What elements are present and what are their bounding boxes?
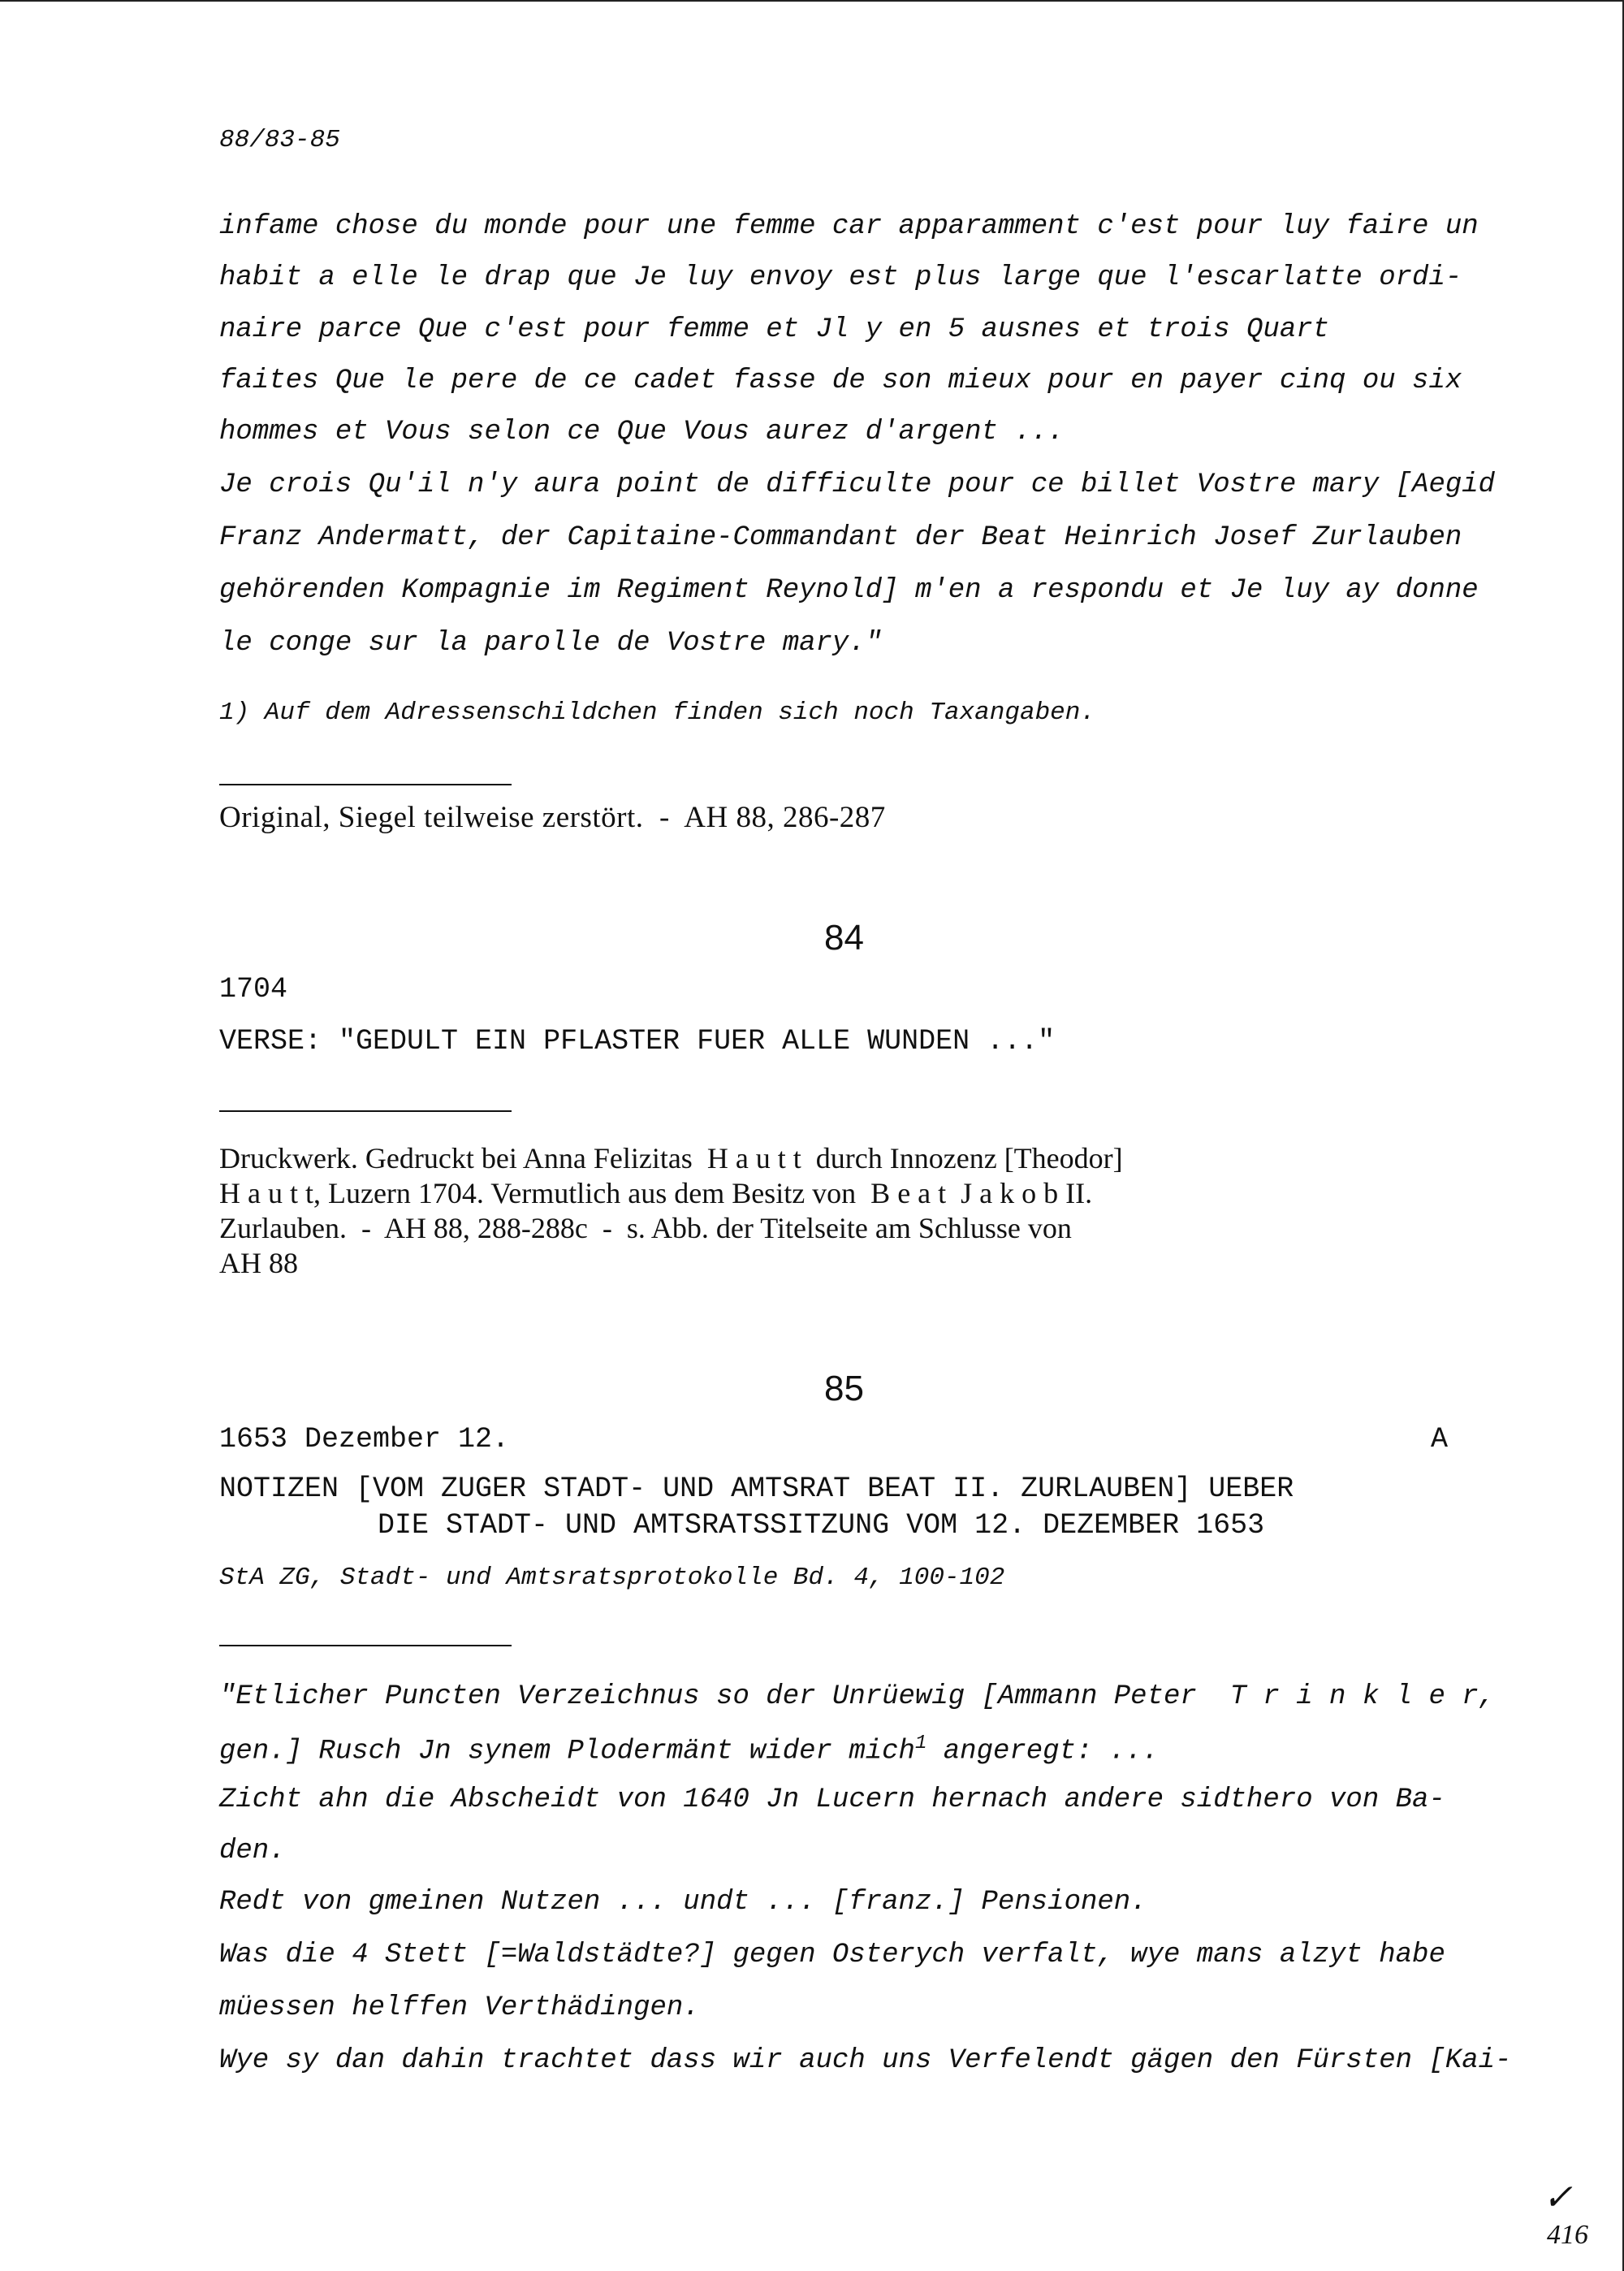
text-line: Was die 4 Stett [=Waldstädte?] gegen Osterych verfalt, wye mans alzyt habe	[219, 1940, 1445, 1970]
text-line: le conge sur la parolle de Vostre mary."	[219, 628, 883, 659]
source-note: Original, Siegel teilweise zerstört. - AH 88, 286-287	[219, 801, 886, 834]
checkmark-icon: ✓	[1543, 2178, 1573, 2217]
text-line: AH 88	[219, 1247, 298, 1279]
text-line: hommes et Vous selon ce Que Vous aurez d'argent ...	[219, 417, 1065, 448]
text-segment: angeregt: ...	[926, 1736, 1160, 1767]
text-line: habit a elle le drap que Je luy envoy est plus large que l'escarlatte ordi-	[219, 262, 1462, 293]
text-line: naire parce Que c'est pour femme et Jl y en 5 ausnes et trois Quart	[219, 314, 1330, 345]
page-border-top	[0, 0, 1624, 2]
text-line: Zurlauben. - AH 88, 288-288c - s. Abb. der Titelseite am Schlusse von	[219, 1212, 1072, 1244]
document-title-line: NOTIZEN [VOM ZUGER STADT- UND AMTSRAT BEAT II. ZURLAUBEN] UEBER	[219, 1473, 1294, 1505]
text-line: Franz Andermatt, der Capitaine-Commandant der Beat Heinrich Josef Zurlauben	[219, 522, 1462, 553]
letter-text	[219, 211, 1502, 666]
document-description	[219, 1141, 1502, 1287]
document-number: 84	[824, 918, 864, 958]
document-title: VERSE: "GEDULT EIN PFLASTER FUER ALLE WUNDEN ..."	[219, 1025, 1056, 1058]
document-number: 85	[824, 1369, 864, 1408]
separator-rule	[219, 1110, 512, 1112]
text-line: Je crois Qu'il n'y aura point de difficulte pour ce billet Vostre mary [Aegid	[219, 469, 1496, 500]
text-line: "Etlicher Puncten Verzeichnus so der Unrüewig [Ammann Peter T r i n k l e r,	[219, 1681, 1496, 1712]
text-line: infame chose du monde pour une femme car apparamment c'est pour luy faire un	[219, 211, 1479, 242]
page-reference: 88/83-85	[219, 126, 340, 154]
text-line: müessen helffen Verthädingen.	[219, 1992, 700, 2023]
footnote-marker: 1	[914, 1732, 927, 1754]
text-line: gehörenden Kompagnie im Regiment Reynold] m'en a respondu et Je luy ay donne	[219, 575, 1479, 606]
text-line	[219, 1732, 1159, 1767]
footnote: 1) Auf dem Adressenschildchen finden sich noch Taxangaben.	[219, 699, 1095, 727]
text-line: faites Que le pere de ce cadet fasse de son mieux pour en payer cinq ou six	[219, 366, 1462, 396]
folio-number: 416	[1547, 2220, 1588, 2250]
archive-reference: StA ZG, Stadt- und Amtsratsprotokolle Bd. 4, 100-102	[219, 1564, 1005, 1592]
separator-rule	[219, 1645, 512, 1646]
text-segment: gen.] Rusch Jn synem Plodermänt wider mich	[219, 1736, 915, 1767]
text-line: den.	[219, 1836, 286, 1867]
document-date: 1653 Dezember 12.	[219, 1423, 510, 1456]
document-title-line: DIE STADT- UND AMTSRATSSITZUNG VOM 12. DEZEMBER 1653	[378, 1509, 1265, 1542]
separator-rule	[219, 784, 512, 785]
document-date: 1704	[219, 973, 288, 1006]
text-line: H a u t t, Luzern 1704. Vermutlich aus dem Besitz von B e a t J a k o b II.	[219, 1177, 1093, 1209]
document-text	[219, 1681, 1512, 2104]
text-line: Zicht ahn die Abscheidt von 1640 Jn Lucern hernach andere sidthero von Ba-	[219, 1784, 1445, 1815]
text-line: Redt von gmeinen Nutzen ... undt ... [franz.] Pensionen.	[219, 1887, 1147, 1918]
document-marker: A	[1431, 1423, 1449, 1456]
text-line: Wye sy dan dahin trachtet dass wir auch uns Verfelendt gägen den Fürsten [Kai-	[219, 2045, 1512, 2076]
text-line: Druckwerk. Gedruckt bei Anna Felizitas H a u t t durch Innozenz [Theodor]	[219, 1142, 1123, 1174]
